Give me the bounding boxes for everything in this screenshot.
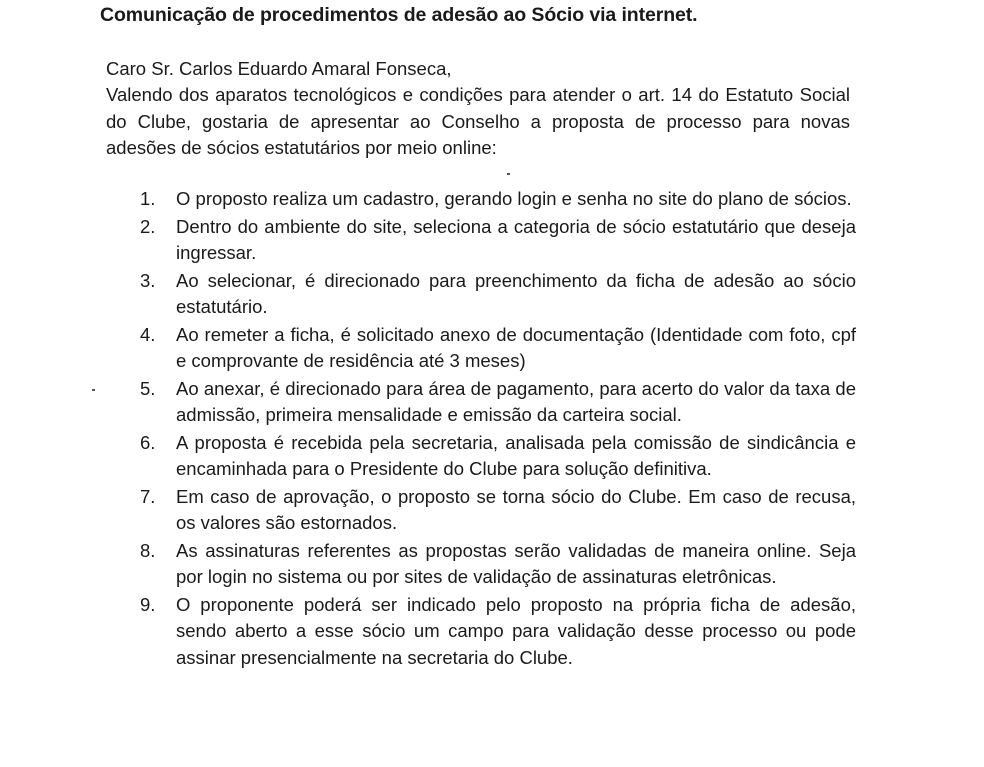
- intro-paragraph: Valendo dos aparatos tecnológicos e condições para atender o art. 14 do Estatuto Social do Clube, gostaria de apresentar ao Conselho a proposta de processo para novas adesões de sócios estatutários por meio online:: [106, 84, 850, 158]
- document-title: Comunicação de procedimentos de adesão ao Sócio via internet.: [100, 4, 698, 26]
- list-item-text: Ao selecionar, é direcionado para preenchimento da ficha de adesão ao sócio estatutário.: [176, 269, 856, 317]
- list-item-number: 5.: [140, 377, 156, 399]
- list-item-number: 7.: [140, 485, 156, 507]
- list-item: [128, 322, 856, 375]
- list-item-number: 6.: [140, 431, 156, 453]
- list-item: [128, 538, 856, 591]
- list-item-text: Dentro do ambiente do site, seleciona a categoria de sócio estatutário que deseja ingressar.: [176, 215, 856, 263]
- list-item-number: 9.: [140, 593, 156, 615]
- list-item: [128, 376, 856, 429]
- list-item-text: As assinaturas referentes as propostas serão validadas de maneira online. Seja por login no sistema ou por sites de validação de assinaturas eletrônicas.: [176, 539, 856, 587]
- list-item-number: 4.: [140, 323, 156, 345]
- list-item-number: 2.: [140, 215, 156, 237]
- scan-speck: [507, 173, 510, 175]
- list-item-number: 1.: [140, 188, 156, 209]
- greeting-line: Caro Sr. Carlos Eduardo Amaral Fonseca,: [106, 58, 452, 79]
- list-item: [128, 186, 856, 213]
- list-item-text: Ao anexar, é direcionado para área de pagamento, para acerto do valor da taxa de admissão, primeira mensalidade e emissão da carteira social.: [176, 377, 856, 425]
- list-item: [128, 214, 856, 267]
- list-item-text: O proposto realiza um cadastro, gerando login e senha no site do plano de sócios.: [176, 188, 852, 209]
- list-item-number: 3.: [140, 269, 156, 291]
- list-item-text: O proponente poderá ser indicado pelo proposto na própria ficha de adesão, sendo aberto a esse sócio um campo para validação desse processo ou pode assinar presencialmente na secretaria do Clube.: [176, 593, 856, 668]
- list-item-text: A proposta é recebida pela secretaria, analisada pela comissão de sindicância e encaminhada para o Presidente do Clube para solução definitiva.: [176, 431, 856, 479]
- list-item: [128, 430, 856, 483]
- procedure-list: [128, 186, 856, 672]
- scan-speck: [92, 389, 95, 391]
- list-item-text: Em caso de aprovação, o proposto se torna sócio do Clube. Em caso de recusa, os valores são estornados.: [176, 485, 856, 533]
- list-item: [128, 484, 856, 537]
- list-item: [128, 592, 856, 672]
- list-item-text: Ao remeter a ficha, é solicitado anexo de documentação (Identidade com foto, cpf e comprovante de residência até 3 meses): [176, 323, 856, 371]
- list-item: [128, 268, 856, 321]
- list-item-number: 8.: [140, 539, 156, 561]
